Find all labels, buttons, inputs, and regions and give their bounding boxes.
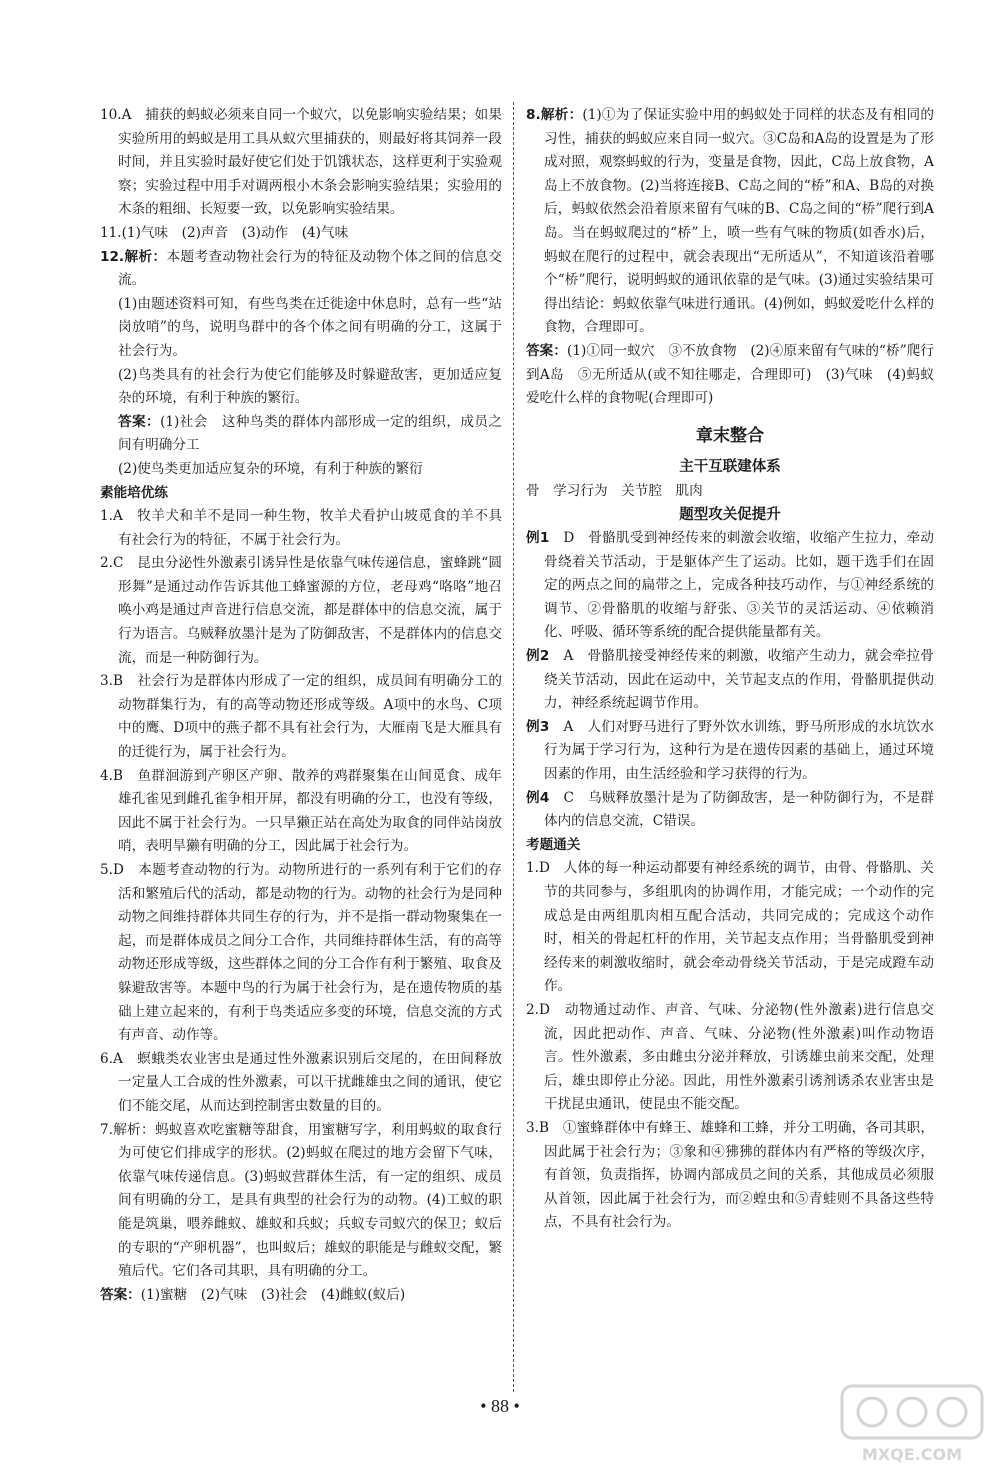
example-3: [526, 716, 934, 787]
subheading-system: 主干互联建体系: [679, 459, 781, 476]
exam-answer-1: 1.D 人体的每一种运动都要有神经系统的调节，由骨、骨骼肌、关节的共同参与，多组肌肉的协调作用，才能完成；一个动作的完成总是由两组肌肉相互配合活动，共同完成的；完成这个动作时，相关的骨起杠杆的作用，关节起支点作用；当骨骼肌受到神经传来的刺激收缩时，就会牵动骨绕关节活动，于是完成蹬车动作。: [526, 860, 934, 995]
page-number: • 88 •: [480, 1396, 520, 1416]
q12-answer-1: (1)社会 这种鸟类的群体内部形成一定的组织，成员之间有明确分工: [118, 413, 502, 454]
q12-answer: [100, 411, 502, 458]
right-column: [526, 104, 934, 1235]
subheading-question-types: 题型攻关促提升: [679, 506, 781, 523]
example-2: [526, 645, 934, 716]
column-divider: [513, 102, 514, 1392]
answer-q8: [526, 104, 934, 340]
example-3-label: 例3: [526, 718, 550, 735]
answer-q11: 11.(1)气味 (2)声音 (3)动作 (4)气味: [100, 224, 349, 241]
watermark-logo: [832, 1378, 992, 1468]
q12-part2: (2)鸟类具有的社会行为使它们能够及时躲避敌害，更加适应复杂的环境，有利于种族的繁衍。: [118, 366, 502, 407]
section-heading-exam: 考题通关: [526, 836, 581, 853]
q12-answer-2: (2)使鸟类更加适应复杂的环境，有利于种族的繁衍: [118, 460, 423, 477]
answer-q10: 10.A 捕获的蚂蚁必须来自同一个蚁穴，以免影响实验结果；如果实验所用的蚂蚁是用工具从蚁穴里捕获的，则最好将其饲养一段时间，并且实验时最好使它们处于饥饿状态，这样更利于实验观察；实验过程中用手对调两根小木条会影响实验结果；实验用的木条的粗细、长短要一致，以免影响实验结果。: [100, 107, 502, 218]
q8-answer-values: (1)①同一蚁穴 ③不放食物 (2)④原来留有气味的“桥”爬行到A岛 ⑤无所适从(或不知往哪走，合理即可) (3)气味 (4)蚂蚁爱吃什么样的食物呢(合理即可): [526, 342, 934, 407]
answer-label: 答案：: [100, 1286, 141, 1303]
example-4-label: 例4: [526, 789, 550, 806]
practice-answer-4: 4.B 鱼群洄游到产卵区产卵、散养的鸡群聚集在山间觅食、成年雄孔雀见到雌孔雀争相开屏，都没有明确的分工，也没有等级，因此不属于社会行为。一只旱獭正站在高处为取食的同伴站岗放哨，表明旱獭有明确的分工，因此属于社会行为。: [100, 767, 502, 855]
q12-part1: (1)由题述资料可知，有些鸟类在迁徙途中休息时，总有一些“站岗放哨”的鸟，说明鸟群中的各个体之间有明确的分工，这属于社会行为。: [118, 295, 502, 359]
practice-answer-1: 1.A 牧羊犬和羊不是同一种生物，牧羊犬看护山坡觅食的羊不具有社会行为的特征，不属于社会行为。: [100, 508, 502, 548]
answer-label: 答案：: [526, 342, 568, 359]
analysis-label: 12.解析：: [100, 248, 167, 265]
example-2-label: 例2: [526, 648, 550, 665]
exam-answer-2: 2.D 动物通过动作、声音、气味、分泌物(性外激素)进行信息交流，因此把动作、声音、气味、分泌物(性外激素)叫作动物语言。性外激素，多由雌虫分泌并释放，引诱雄虫前来交配，处理后，雄虫即停止分泌。因此，用性外激素引诱剂诱杀农业害虫是干扰昆虫通讯，使昆虫不能交配。: [526, 1001, 934, 1113]
practice-answer-5: 5.D 本题考查动物的行为。动物所进行的一系列有利于它们的存活和繁殖后代的活动，都是动物的行为。动物的社会行为是同种动物之间维持群体共同生存的行为，并不是指一群动物聚集在一起，而是群体成员之间分工合作，共同维持群体生活，有的高等动物还形成等级，这些群体之间的分工合作有利于繁殖、取食及躲避敌害等。本题中鸟的行为属于社会行为，是在遗传物质的基础上建立起来的，有利于鸟类适应多变的环境，信息交流的方式有声音、动作等。: [100, 862, 502, 1044]
practice-answer-2: 2.C 昆虫分泌性外激素引诱异性是依靠气味传递信息，蜜蜂跳“圆形舞”是通过动作告诉其他工蜂蜜源的方位，老母鸡“咯咯”地召唤小鸡是通过声音进行信息交流，都是群体中的信息交流，属于行为语言。乌贼释放墨汁是为了防御敌害，不是群体内的信息交流，而是一种防御行为。: [100, 555, 502, 666]
q12-intro: 本题考查动物社会行为的特征及动物个体之间的信息交流。: [118, 248, 502, 289]
example-1-text: D 骨骼肌受到神经传来的刺激会收缩，收缩产生拉力，牵动骨绕着关节活动，于是躯体产生了运动。比如，题干选手们在固定的两点之间的扁带之上，完成各种技巧动作，与①神经系统的调节、②骨骼肌的收缩与舒张、③关节的灵活运动、④依赖消化、呼吸、循环等系统的配合提供能量都有关。: [544, 530, 934, 641]
example-2-text: A 骨骼肌接受神经传来的刺激，收缩产生动力，就会牵拉骨绕关节活动，因此在运动中，关节起支点的作用，骨骼肌提供动力，神经系统起调节作用。: [544, 648, 934, 712]
answer-q12: [100, 246, 502, 293]
practice-answer-7-answer: [100, 1284, 502, 1308]
exam-answer-3: 3.B ①蜜蜂群体中有蜂王、雄蜂和工蜂，并分工明确，各司其职，因此属于社会行为；③象和④狒狒的群体内有严格的等级次序，有首领，负责指挥，协调内部成员之间的关系，其他成员必须服从首领，因此属于社会行为，而②蝗虫和⑤青蛙则不具备这些特点，不具有社会行为。: [526, 1119, 934, 1231]
answer-label: 答案：: [118, 413, 161, 430]
example-4: [526, 787, 934, 834]
watermark-text: MXQE.COM: [861, 1445, 963, 1464]
practice-answer-3: 3.B 社会行为是群体内形成了一定的组织，成员间有明确分工的动物群集行为，有的高等动物还形成等级。A项中的水鸟、C项中的鹰、D项中的燕子都不具有社会行为，大雁南飞是大雁具有的迁徙行为，属于社会行为。: [100, 673, 502, 761]
analysis-label: 8.解析：: [526, 107, 583, 123]
system-terms: 骨 学习行为 关节腔 肌肉: [526, 482, 703, 499]
section-heading-practice: 素能培优练: [100, 484, 168, 501]
practice-answer-7-values: (1)蜜糖 (2)气味 (3)社会 (4)雌蚁(蚁后): [140, 1286, 406, 1303]
practice-answer-6: 6.A 螟蛾类农业害虫是通过性外激素识别后交尾的，在田间释放一定量人工合成的性外激素，可以干扰雌雄虫之间的通讯，使它们不能交尾，从而达到控制害虫数量的目的。: [100, 1050, 502, 1114]
chapter-title: 章末整合: [696, 425, 764, 446]
practice-answer-7: 7.解析：蚂蚁喜欢吃蜜糖等甜食，用蜜糖写字，利用蚂蚁的取食行为可使它们排成字的形状。(2)蚂蚁在爬过的地方会留下气味，依靠气味传递信息。(3)蚂蚁营群体生活，有一定的组织、成员间有明确的分工，是具有典型的社会行为的动物。(4)工蚁的职能是筑巢，喂养雌蚁、雄蚁和兵蚁；兵蚁专司蚁穴的保卫；蚁后的专职的“产卵机器”，也叫蚁后；雄蚁的职能是与雌蚁交配，繁殖后代。它们各司其职，具有明确的分工。: [100, 1121, 502, 1280]
left-column: [100, 104, 502, 1307]
q8-analysis: (1)①为了保证实验中用的蚂蚁处于同样的状态及有相同的习性，捕获的蚂蚁应来自同一蚁穴。③C岛和A岛的设置是为了形成对照，观察蚂蚁的行为，变量是食物，因此，C岛上放食物，A岛上不放食物。(2)当将连接B、C岛之间的“桥”和A、B岛的对换后，蚂蚁依然会沿着原来留有气味的B、C岛之间的“桥”爬行到A岛。当在蚂蚁爬过的“桥”上，喷一些有气味的物质(如香水)后，蚂蚁在爬行的过程中，就会表现出“无所适从”，不知道该沿着哪个“桥”爬行，说明蚂蚁的通讯依靠的是气味。(3)通过实验结果可得出结论：蚂蚁依靠气味进行通讯。(4)例如，蚂蚁爱吃什么样的食物，合理即可。: [544, 107, 934, 336]
example-4-text: C 乌贼释放墨汁是为了防御敌害，是一种防御行为，不是群体内的信息交流，C错误。: [544, 789, 934, 830]
q8-answer: [526, 340, 934, 411]
example-3-text: A 人们对野马进行了野外饮水训练，野马所形成的水坑饮水行为属于学习行为，这种行为是在遗传因素的基础上，通过环境因素的作用，由生活经验和学习获得的行为。: [544, 718, 934, 783]
example-1-label: 例1: [526, 530, 550, 547]
example-1: [526, 527, 934, 645]
